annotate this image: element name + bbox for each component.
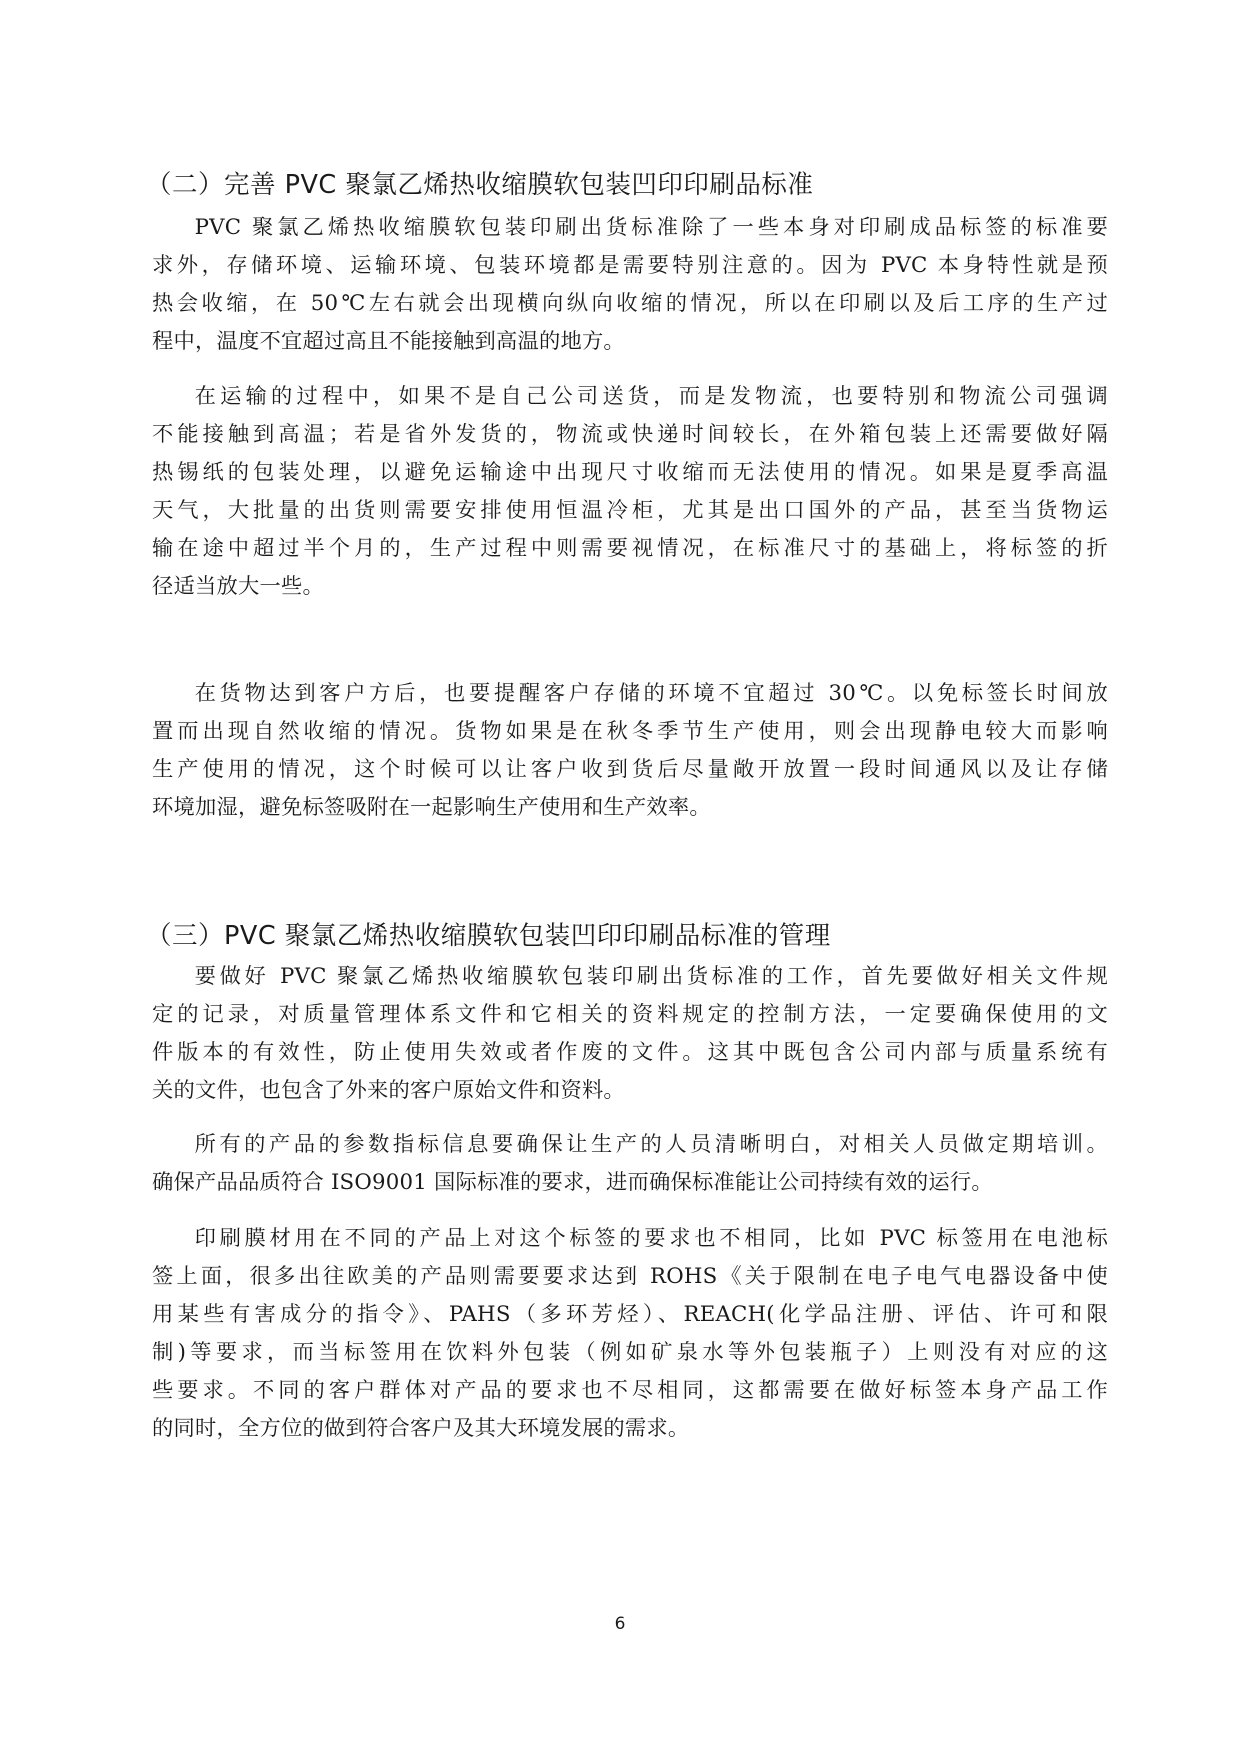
section-heading-3: （三）PVC 聚氯乙烯热收缩膜软包装凹印印刷品标准的管理 — [146, 921, 831, 951]
text-line: 热锡纸的包装处理，以避免运输途中出现尺寸收缩而无法使用的情况。如果是夏季高温 — [152, 460, 1108, 485]
text-line: 天气，大批量的出货则需要安排使用恒温冷柜，尤其是出口国外的产品，甚至当货物运 — [152, 498, 1108, 523]
text-line: 件版本的有效性，防止使用失效或者作废的文件。这其中既包含公司内部与质量系统有 — [152, 1040, 1108, 1065]
text-line: 要做好 PVC 聚氯乙烯热收缩膜软包装印刷出货标准的工作，首先要做好相关文件规 — [194, 964, 1108, 989]
text-line: 置而出现自然收缩的情况。货物如果是在秋冬季节生产使用，则会出现静电较大而影响 — [152, 719, 1108, 744]
text-line: 的同时，全方位的做到符合客户及其大环境发展的需求。 — [152, 1416, 690, 1441]
paragraph-document-control — [152, 958, 1108, 1110]
text-line: 印刷膜材用在不同的产品上对这个标签的要求也不相同，比如 PVC 标签用在电池标 — [194, 1226, 1108, 1251]
paragraph-storage-environment — [152, 209, 1108, 361]
text-line: 些要求。不同的客户群体对产品的要求也不尽相同，这都需要在做好标签本身产品工作 — [152, 1378, 1108, 1403]
page-number: 6 — [614, 1614, 626, 1634]
text-line: 径适当放大一些。 — [152, 574, 324, 599]
text-line: 确保产品品质符合 ISO9001 国际标准的要求，进而确保标准能让公司持续有效的运行。 — [152, 1170, 993, 1195]
text-line: 输在途中超过半个月的，生产过程中则需要视情况，在标准尺寸的基础上，将标签的折 — [152, 536, 1108, 561]
text-line: 用某些有害成分的指令》、PAHS（多环芳烃）、REACH(化学品注册、评估、许可和限 — [152, 1302, 1108, 1327]
paragraph-regulations — [152, 1220, 1108, 1448]
section-heading-2: （二）完善 PVC 聚氯乙烯热收缩膜软包装凹印印刷品标准 — [146, 170, 814, 200]
text-line: 在运输的过程中，如果不是自己公司送货，而是发物流，也要特别和物流公司强调 — [194, 384, 1108, 409]
paragraph-customer-storage — [152, 675, 1108, 827]
text-line: 在货物达到客户方后，也要提醒客户存储的环境不宜超过 30℃。以免标签长时间放 — [194, 681, 1108, 706]
text-line: PVC 聚氯乙烯热收缩膜软包装印刷出货标准除了一些本身对印刷成品标签的标准要 — [194, 215, 1108, 240]
text-line: 制)等要求，而当标签用在饮料外包装（例如矿泉水等外包装瓶子）上则没有对应的这 — [152, 1340, 1108, 1365]
text-line: 所有的产品的参数指标信息要确保让生产的人员清晰明白，对相关人员做定期培训。 — [194, 1132, 1108, 1157]
text-line: 定的记录，对质量管理体系文件和它相关的资料规定的控制方法，一定要确保使用的文 — [152, 1002, 1108, 1027]
text-line: 求外，存储环境、运输环境、包装环境都是需要特别注意的。因为 PVC 本身特性就是预 — [152, 253, 1108, 278]
text-line: 不能接触到高温；若是省外发货的，物流或快递时间较长，在外箱包装上还需要做好隔 — [152, 422, 1108, 447]
text-line: 程中，温度不宜超过高且不能接触到高温的地方。 — [152, 329, 625, 354]
paragraph-transport — [152, 378, 1108, 606]
paragraph-training — [152, 1126, 1108, 1202]
text-line: 关的文件，也包含了外来的客户原始文件和资料。 — [152, 1078, 625, 1103]
text-line: 环境加湿，避免标签吸附在一起影响生产使用和生产效率。 — [152, 795, 711, 820]
text-line: 生产使用的情况，这个时候可以让客户收到货后尽量敞开放置一段时间通风以及让存储 — [152, 757, 1108, 782]
text-line: 热会收缩，在 50℃左右就会出现横向纵向收缩的情况，所以在印刷以及后工序的生产过 — [152, 291, 1108, 316]
text-line: 签上面，很多出往欧美的产品则需要要求达到 ROHS《关于限制在电子电气电器设备中使 — [152, 1264, 1108, 1289]
